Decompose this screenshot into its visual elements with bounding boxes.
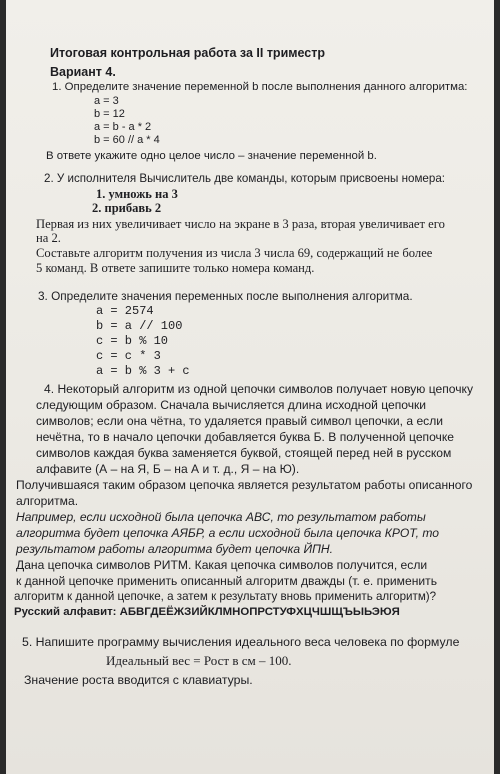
task4-text-line: символов каждая буква заменяется буквой, стоящей перед ней в русском: [36, 446, 452, 460]
task2-command-2: 2. прибавь 2: [92, 201, 162, 215]
page-title: Итоговая контрольная работа за II триместр: [50, 46, 325, 60]
task2-description: Первая из них увеличивает число на экране в 3 раза, вторая увеличивает его: [36, 217, 445, 231]
task4-text-line: алгоритма.: [16, 494, 79, 508]
task2-question: 2. У исполнителя Вычислитель две команды, которым присвоены номера:: [44, 172, 445, 185]
task4-text-line: 4. Некоторый алгоритм из одной цепочки символов получает новую цепочку: [44, 382, 474, 396]
task3-code-line: a = 2574: [96, 304, 154, 318]
task1-code-line: a = 3: [94, 95, 119, 107]
task4-text-line: нечётна, то в начало цепочки добавляется буква Б. В полученной цепочке: [36, 430, 455, 444]
task5-question: 5. Напишите программу вычисления идеального веса человека по формуле: [22, 635, 460, 649]
task4-text-line: Получившаяся таким образом цепочка является результатом работы описанного: [16, 478, 473, 492]
task1-code-line: b = 60 // a * 4: [94, 134, 160, 146]
task4-text-line: алфавите (А – на Я, Б – на А и т. д., Я – на Ю).: [36, 462, 300, 476]
task4-example-line: алгоритма будет цепочка АЯБР, а если исходной была цепочка КРОТ, то: [16, 526, 440, 540]
task4-text-line: алгоритм к данной цепочке, а затем к результату вновь применить алгоритм)?: [14, 590, 437, 603]
task1-code-line: a = b - a * 2: [94, 121, 152, 133]
task3-question: 3. Определите значения переменных после выполнения алгоритма.: [38, 289, 413, 303]
task4-example-line: результатом работы алгоритма будет цепочка ЙПН.: [16, 542, 333, 556]
task5-note: Значение роста вводится с клавиатуры.: [24, 673, 253, 687]
exam-sheet: [6, 0, 494, 774]
russian-alphabet: Русский алфавит: АБВГДЕЁЖЗИЙКЛМНОПРСТУФХЦЧШЩЪЫЬЭЮЯ: [14, 606, 400, 618]
task4-text-line: к данной цепочке применить описанный алгоритм дважды (т. е. применить: [16, 574, 438, 588]
task3-code-line: b = a // 100: [96, 319, 183, 333]
task1-answer-note: В ответе укажите одно целое число – значение переменной b.: [46, 150, 377, 162]
task4-text-line: следующим образом. Сначала вычисляется длина исходной цепочки: [36, 398, 427, 412]
task3-code-line: a = b % 3 + c: [96, 364, 190, 378]
task2-description: на 2.: [36, 231, 61, 245]
task4-example-line: Например, если исходной была цепочка АВС, то результатом работы: [16, 510, 426, 524]
task5-formula: Идеальный вес = Рост в см – 100.: [106, 653, 292, 668]
task4-text-line: Дана цепочка символов РИТМ. Какая цепочка символов получится, если: [16, 558, 428, 572]
task4-text-line: символов; если она чётна, то удаляется правый символ цепочки, а если: [36, 414, 444, 428]
task2-description: 5 команд. В ответе запишите только номера команд.: [36, 261, 315, 275]
task3-code-line: c = b % 10: [96, 334, 169, 348]
task2-description: Составьте алгоритм получения из числа 3 числа 69, содержащий не более: [36, 246, 433, 260]
task1-question: 1. Определите значение переменной b после выполнения данного алгоритма:: [52, 81, 468, 93]
task3-code-line: c = c * 3: [96, 349, 161, 363]
variant-label: Вариант 4.: [50, 65, 116, 79]
task2-command-1: 1. умножь на 3: [96, 187, 178, 201]
task1-code-line: b = 12: [94, 108, 125, 120]
